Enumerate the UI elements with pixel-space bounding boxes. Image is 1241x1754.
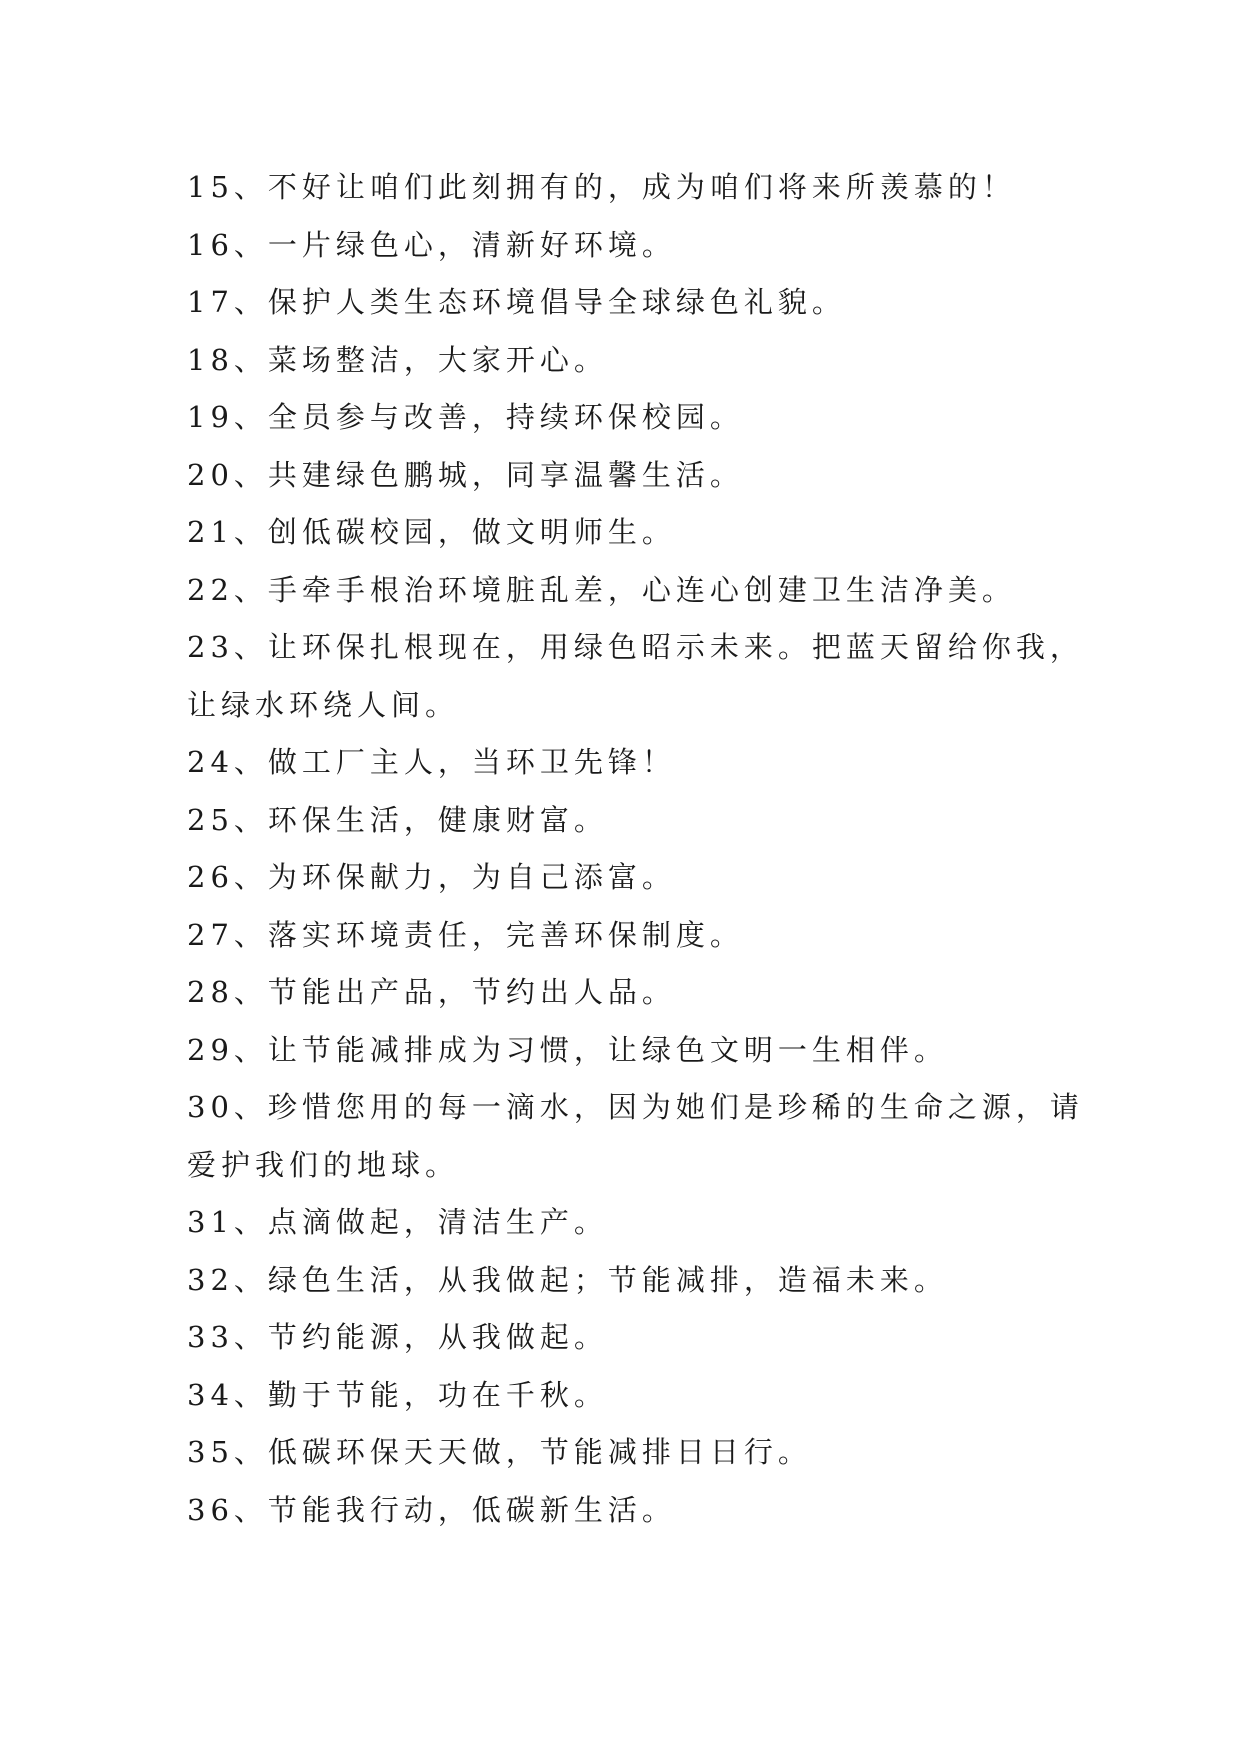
slogan-line-36: [187, 1482, 1087, 1540]
slogan-text: 爱护我们的地球。: [187, 1147, 460, 1182]
slogan-line-23: [187, 619, 1087, 677]
slogan-line-31: [187, 1194, 1087, 1252]
slogan-text: 18、菜场整洁，大家开心。: [187, 342, 608, 377]
slogan-line-18: [187, 332, 1087, 390]
slogan-list: [187, 159, 1087, 1539]
slogan-line-15: [187, 159, 1087, 217]
slogan-line-20: [187, 447, 1087, 505]
slogan-text: 23、让环保扎根现在，用绿色昭示未来。把蓝天留给你我，: [187, 630, 1084, 664]
slogan-text: 20、共建绿色鹏城，同享温馨生活。: [187, 457, 744, 492]
slogan-text: 27、落实环境责任，完善环保制度。: [187, 917, 744, 952]
slogan-text: 24、做工厂主人，当环卫先锋！: [187, 745, 676, 779]
slogan-line-28: [187, 964, 1087, 1022]
slogan-text: 29、让节能减排成为习惯，让绿色文明一生相伴。: [187, 1032, 948, 1067]
slogan-text: 36、节能我行动，低碳新生活。: [187, 1492, 676, 1527]
slogan-text: 25、环保生活，健康财富。: [187, 802, 608, 837]
slogan-line-30-cont: [187, 1137, 1087, 1195]
slogan-line-35: [187, 1424, 1087, 1482]
slogan-line-19: [187, 389, 1087, 447]
slogan-line-25: [187, 792, 1087, 850]
slogan-text: 15、不好让咱们此刻拥有的，成为咱们将来所羡慕的！: [187, 170, 1016, 204]
slogan-line-34: [187, 1367, 1087, 1425]
slogan-text: 22、手牵手根治环境脏乱差，心连心创建卫生洁净美。: [187, 572, 1016, 607]
slogan-line-16: [187, 217, 1087, 275]
slogan-line-33: [187, 1309, 1087, 1367]
slogan-line-29: [187, 1022, 1087, 1080]
slogan-line-24: [187, 734, 1087, 792]
slogan-line-17: [187, 274, 1087, 332]
slogan-text: 30、珍惜您用的每一滴水，因为她们是珍稀的生命之源，请: [187, 1090, 1084, 1124]
slogan-text: 35、低碳环保天天做，节能减排日日行。: [187, 1435, 812, 1469]
slogan-line-30: [187, 1079, 1087, 1137]
slogan-text: 31、点滴做起，清洁生产。: [187, 1205, 608, 1239]
slogan-text: 17、保护人类生态环境倡导全球绿色礼貌。: [187, 285, 846, 319]
slogan-text: 33、节约能源，从我做起。: [187, 1320, 608, 1354]
slogan-text: 19、全员参与改善，持续环保校园。: [187, 400, 744, 434]
slogan-line-23-cont: [187, 677, 1087, 735]
slogan-text: 16、一片绿色心，清新好环境。: [187, 227, 676, 262]
slogan-text: 21、创低碳校园，做文明师生。: [187, 515, 676, 549]
slogan-text: 26、为环保献力，为自己添富。: [187, 860, 676, 894]
slogan-text: 让绿水环绕人间。: [187, 687, 460, 722]
slogan-text: 34、勤于节能，功在千秋。: [187, 1377, 608, 1412]
slogan-text: 28、节能出产品，节约出人品。: [187, 975, 676, 1009]
slogan-line-27: [187, 907, 1087, 965]
slogan-line-26: [187, 849, 1087, 907]
slogan-line-21: [187, 504, 1087, 562]
slogan-line-22: [187, 562, 1087, 620]
slogan-text: 32、绿色生活，从我做起；节能减排，造福未来。: [187, 1262, 948, 1297]
slogan-line-32: [187, 1252, 1087, 1310]
